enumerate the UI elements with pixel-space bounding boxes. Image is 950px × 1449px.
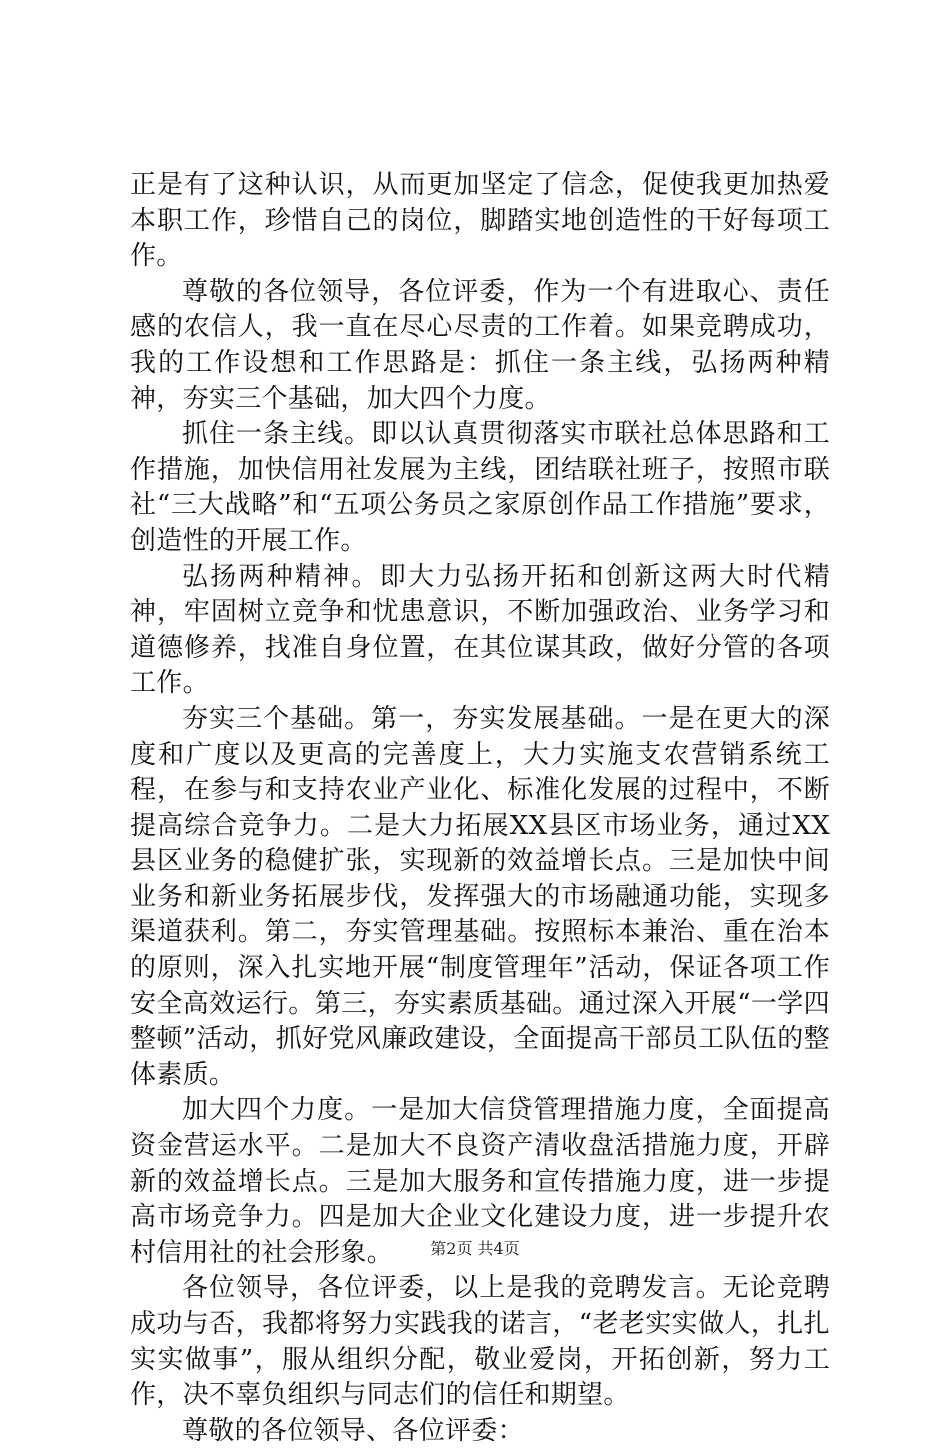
paragraph-8: 尊敬的各位领导、各位评委：	[182, 1415, 524, 1446]
paragraph-4: 弘扬两种精神。即大力弘扬开拓和创新这两大时代精神，牢固树立竞争和忧患意识，不断加强政治、业务学习和道德修养，找准自身位置，在其位谋其政，做好分管的各项工作。	[130, 561, 830, 699]
paragraph-1: 正是有了这种认识，从而更加坚定了信念，促使我更加热爱本职工作，珍惜自己的岗位，脚踏实地创造性的干好每项工作。	[130, 170, 830, 272]
paragraph-3: 抓住一条主线。即以认真贯彻落实市联社总体思路和工作措施，加快信用社发展为主线，团结联社班子，按照市联社“三大战略”和“五项公务员之家原创作品工作措施”要求，创造性的开展工作。	[130, 419, 830, 556]
page-number-footer: 第2页 共4页	[430, 1239, 520, 1258]
paragraph-7: 各位领导，各位评委，以上是我的竞聘发言。无论竞聘成功与否，我都将努力实践我的诺言，“老老实实做人，扎扎实实做事”，服从组织分配，敬业爱岗，开拓创新，努力工作，决不辜负组织与同志们的信任和期望。	[130, 1273, 830, 1411]
paragraph-6: 加大四个力度。一是加大信贷管理措施力度，全面提高资金营运水平。二是加大不良资产清收盘活措施力度，开辟新的效益增长点。三是加大服务和宣传措施力度，进一步提高市场竞争力。四是加大企业文化建设力度，进一步提升农村信用社的社会形象。	[130, 1095, 830, 1268]
paragraph-2: 尊敬的各位领导，各位评委，作为一个有进取心、责任感的农信人，我一直在尽心尽责的工作着。如果竞聘成功，我的工作设想和工作思路是：抓住一条主线，弘扬两种精神，夯实三个基础，加大四个力度。	[130, 276, 830, 414]
paragraph-5: 夯实三个基础。第一，夯实发展基础。一是在更大的深度和广度以及更高的完善度上，大力实施支农营销系统工程，在参与和支持农业产业化、标准化发展的过程中，不断提高综合竞争力。二是大力拓展XX县区市场业务，通过XX县区业务的稳健扩张，实现新的效益增长点。三是加快中间业务和新业务拓展步伐，发挥强大的市场融通功能，实现多渠道获利。第二，夯实管理基础。按照标本兼治、重在治本的原则，深入扎实地开展“制度管理年”活动，保证各项工作安全高效运行。第三，夯实素质基础。通过深入开展“一学四整顿”活动，抓好党风廉政建设，全面提高干部员工队伍的整体素质。	[130, 703, 830, 1090]
